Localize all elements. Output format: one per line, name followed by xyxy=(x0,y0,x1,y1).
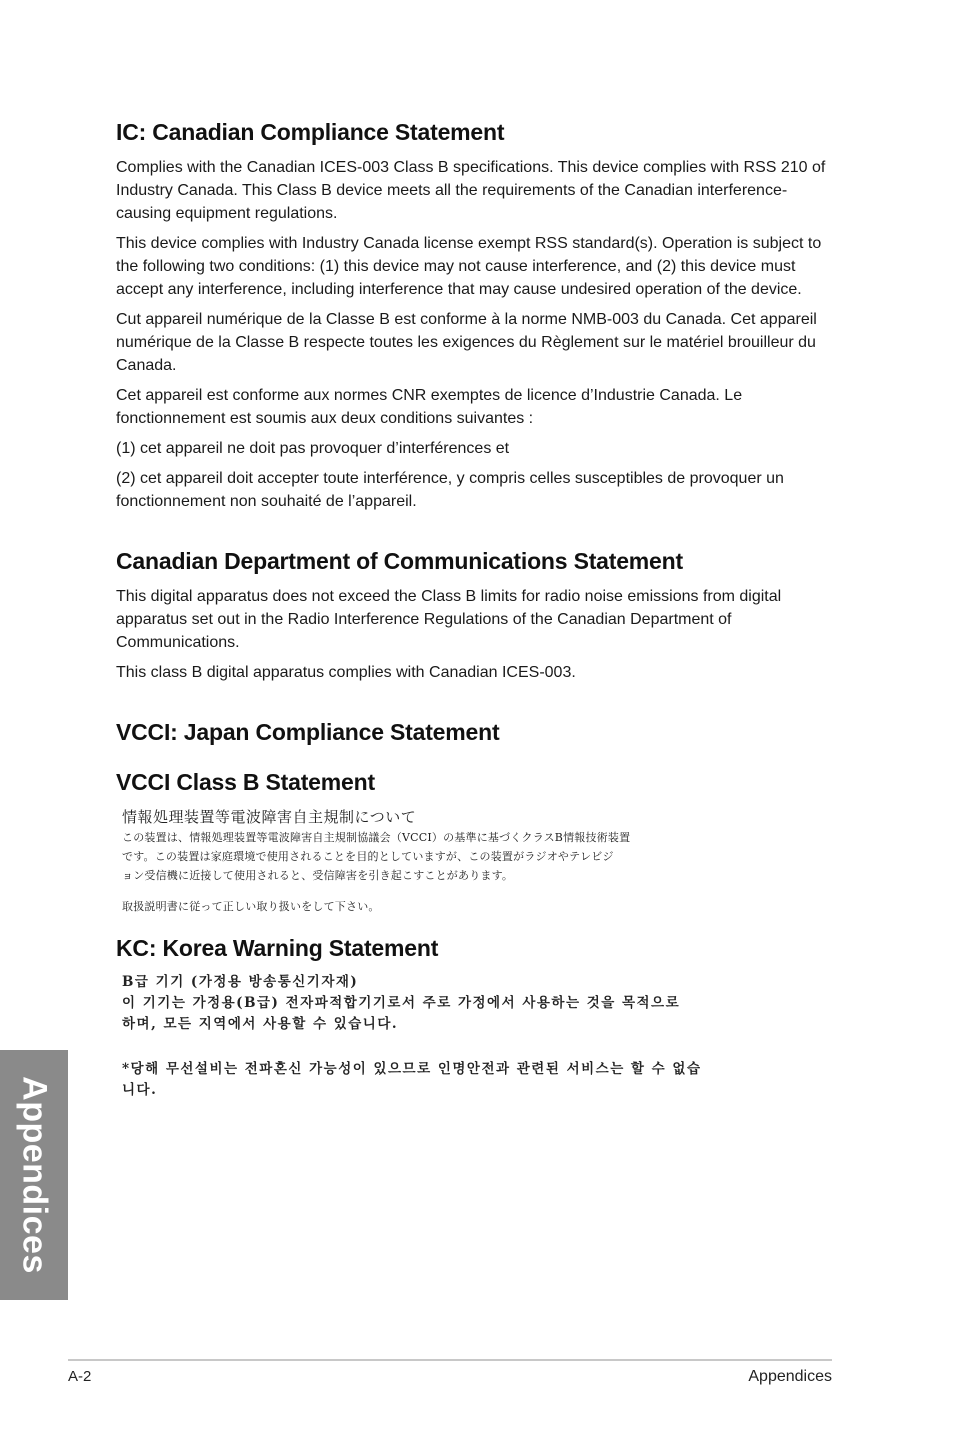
vcci-jp-line-2: です。この装置は家庭環境で使用されることを目的としていますが、この装置がラジオやテレビジ xyxy=(122,850,614,863)
vcci-jp-line-1: この装置は、情報処理装置等電波障害自主規制協議会（VCCI）の基準に基づくクラスB情報技術装置 xyxy=(122,831,631,844)
kc-heading: KC: Korea Warning Statement xyxy=(116,935,439,961)
vcci-jp-title: 情報処理装置等電波障害自主規制について xyxy=(122,808,417,826)
kc-kr-line-5: 니다. xyxy=(122,1082,158,1098)
kc-kr-line-2: 이 기기는 가정용(B급) 전자파적합기기로서 주로 가정에서 사용하는 것을 목적으로 xyxy=(122,995,681,1011)
ic-paragraph-5: (1) cet appareil ne doit pas provoquer d’interférences et xyxy=(116,440,510,457)
footer-page-number: A-2 xyxy=(68,1368,92,1385)
ic-paragraph-3: Cut appareil numérique de la Classe B est conforme à la norme NMB-003 du Canada. Cet appareil numérique de la Classe B respecte toutes les exigences du Règlement sur le matériel brouilleur du Canada. xyxy=(116,311,817,374)
ic-section xyxy=(116,118,836,513)
kc-kr-line-1: B급 기기 (가정용 방송통신기자재) xyxy=(122,974,359,990)
side-tab-label: Appendices xyxy=(15,1076,54,1274)
kc-korean-statement xyxy=(122,972,836,1101)
vcci-jp-line-4: 取扱説明書に従って正しい取り扱いをして下さい。 xyxy=(122,900,380,913)
vcci-section xyxy=(116,718,836,916)
ic-paragraph-1: Complies with the Canadian ICES-003 Class B specifications. This device complies with RSS 210 of Industry Canada. This Class B device meets all the requirements of the Canadian interference-causing equipment regulations. xyxy=(116,159,826,222)
dept-heading: Canadian Department of Communications Statement xyxy=(116,548,683,574)
appendices-side-tab xyxy=(0,1050,68,1300)
dept-section xyxy=(116,547,836,684)
vcci-heading: VCCI: Japan Compliance Statement xyxy=(116,719,500,745)
ic-paragraph-6: (2) cet appareil doit accepter toute interférence, y compris celles susceptibles de provoquer un fonctionnement non souhaité de l’appareil. xyxy=(116,470,784,510)
vcci-japanese-statement xyxy=(122,806,836,916)
ic-paragraph-2: This device complies with Industry Canada license exempt RSS standard(s). Operation is subject to the following two conditions: (1) this device may not cause interference, and (2) this device must accept any interference, including interference that may cause undesired operation of the device. xyxy=(116,235,822,298)
kc-kr-line-4: *당해 무선설비는 전파혼신 가능성이 있으므로 인명안전과 관련된 서비스는 할 수 없습 xyxy=(122,1061,702,1077)
ic-paragraph-4: Cet appareil est conforme aux normes CNR exemptes de licence d’Industrie Canada. Le fonctionnement est soumis aux deux conditions suivantes : xyxy=(116,387,743,427)
vcci-jp-line-3: ョン受信機に近接して使用されると、受信障害を引き起こすことがあります。 xyxy=(122,869,514,882)
footer-section-name: Appendices xyxy=(748,1368,832,1385)
footer-divider xyxy=(68,1359,832,1361)
dept-paragraph-2: This class B digital apparatus complies with Canadian ICES-003. xyxy=(116,664,576,681)
document-body xyxy=(116,118,836,1119)
kc-kr-line-3: 하며, 모든 지역에서 사용할 수 있습니다. xyxy=(122,1016,399,1032)
vcci-subheading: VCCI Class B Statement xyxy=(116,769,375,795)
ic-heading: IC: Canadian Compliance Statement xyxy=(116,119,505,145)
dept-paragraph-1: This digital apparatus does not exceed the Class B limits for radio noise emissions from digital apparatus set out in the Radio Interference Regulations of the Canadian Department of Communications. xyxy=(116,588,782,651)
kc-section xyxy=(116,934,836,1101)
